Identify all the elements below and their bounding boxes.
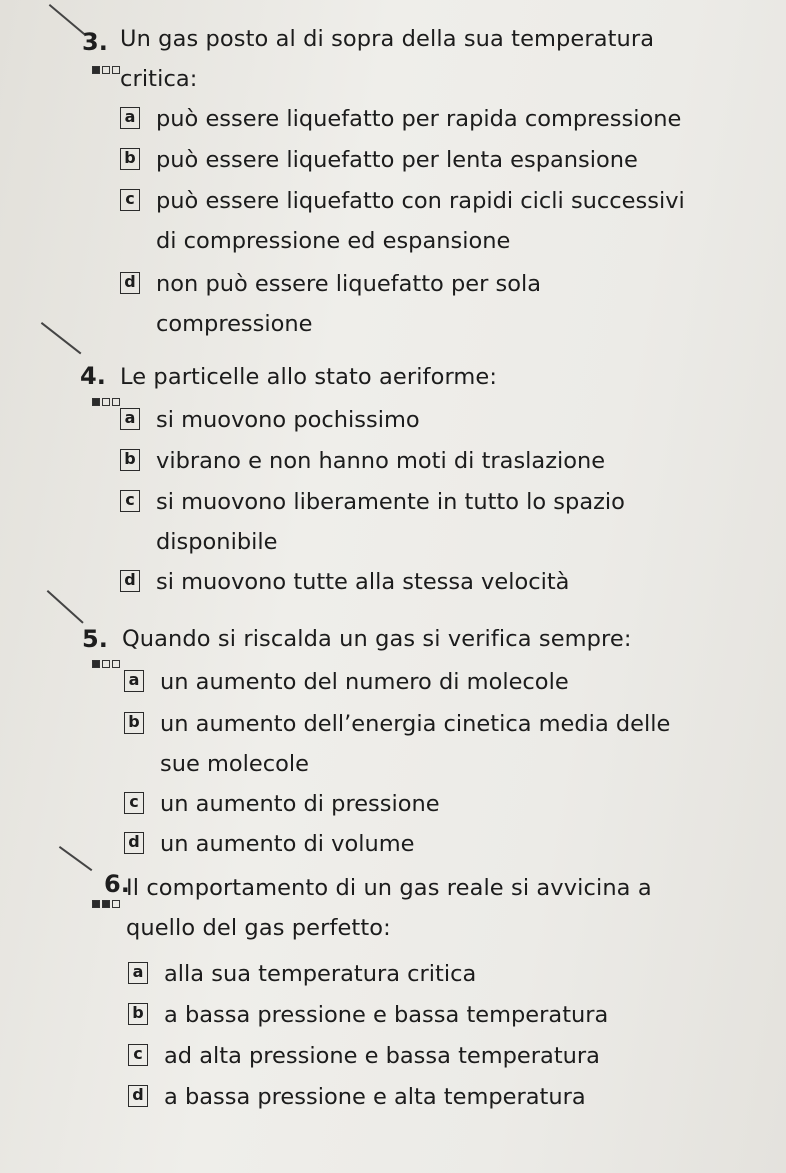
option-text: vibrano e non hanno moti di traslazione (156, 448, 606, 474)
question-text-line: Le particelle allo stato aeriforme: (120, 364, 498, 390)
difficulty-square (112, 660, 120, 668)
question-5-difficulty (92, 660, 120, 668)
question-text-line: Quando si riscalda un gas si verifica sempre: (122, 626, 632, 652)
question-6-option-b[interactable] (128, 995, 608, 1035)
option-letter-box: b (120, 449, 140, 471)
question-4-option-a[interactable] (120, 400, 420, 440)
question-3-difficulty (92, 66, 120, 74)
option-letter-box: c (128, 1044, 148, 1066)
option-text: non può essere liquefatto per sola (156, 271, 541, 297)
difficulty-square (112, 66, 120, 74)
pen-mark (49, 4, 86, 35)
question-4-text (120, 357, 497, 397)
option-text: a bassa pressione e alta temperatura (164, 1084, 586, 1110)
question-6-number: 6. (104, 870, 130, 898)
option-letter-box: c (120, 189, 140, 211)
difficulty-square (92, 66, 100, 74)
option-letter-box: a (120, 408, 140, 430)
option-text: un aumento di pressione (160, 791, 440, 817)
option-text: si muovono liberamente in tutto lo spazio (156, 489, 625, 515)
question-4-option-c[interactable] (120, 482, 625, 562)
question-3-text (120, 19, 654, 99)
option-text: compressione (156, 311, 313, 337)
question-6-text (126, 868, 652, 948)
question-5-option-c[interactable] (124, 784, 440, 824)
question-4-difficulty (92, 398, 120, 406)
option-text: di compressione ed espansione (156, 228, 511, 254)
option-letter-box: b (124, 712, 144, 734)
difficulty-square (102, 660, 110, 668)
question-6-difficulty (92, 900, 120, 908)
pen-mark (47, 590, 84, 624)
question-text-line: quello del gas perfetto: (126, 915, 391, 941)
difficulty-square (92, 398, 100, 406)
question-4-option-d[interactable] (120, 562, 569, 602)
question-5-text (122, 619, 632, 659)
option-letter-box: a (120, 107, 140, 129)
question-6-option-c[interactable] (128, 1036, 600, 1076)
question-3-option-d[interactable] (120, 264, 541, 344)
question-3-option-b[interactable] (120, 140, 638, 180)
question-6-option-a[interactable] (128, 954, 476, 994)
option-letter-box: d (128, 1085, 148, 1107)
option-text: può essere liquefatto per lenta espansione (156, 147, 638, 173)
option-text: un aumento del numero di molecole (160, 669, 569, 695)
option-text: sue molecole (160, 751, 309, 777)
option-letter-box: a (124, 670, 144, 692)
difficulty-square (92, 660, 100, 668)
option-letter-box: d (124, 832, 144, 854)
option-text: un aumento di volume (160, 831, 415, 857)
question-3-option-a[interactable] (120, 99, 681, 139)
question-5-option-d[interactable] (124, 824, 415, 864)
option-letter-box: b (120, 148, 140, 170)
question-5-option-b[interactable] (124, 704, 670, 784)
option-letter-box: b (128, 1003, 148, 1025)
pen-mark (59, 846, 93, 871)
option-letter-box: c (120, 490, 140, 512)
option-text: si muovono pochissimo (156, 407, 420, 433)
question-4-option-b[interactable] (120, 441, 605, 481)
option-text: ad alta pressione e bassa temperatura (164, 1043, 600, 1069)
pen-mark (41, 322, 82, 354)
question-4-number: 4. (80, 362, 106, 390)
option-text: può essere liquefatto per rapida compressione (156, 106, 682, 132)
option-text: un aumento dell’energia cinetica media delle (160, 711, 671, 737)
option-letter-box: d (120, 272, 140, 294)
option-text: può essere liquefatto con rapidi cicli successivi (156, 188, 685, 214)
option-text: alla sua temperatura critica (164, 961, 477, 987)
difficulty-square (92, 900, 100, 908)
option-letter-box: d (120, 570, 140, 592)
difficulty-square (102, 900, 110, 908)
question-5-option-a[interactable] (124, 662, 569, 702)
option-text: disponibile (156, 529, 278, 555)
question-6-option-d[interactable] (128, 1077, 586, 1117)
difficulty-square (112, 398, 120, 406)
question-text-line: Un gas posto al di sopra della sua temperatura (120, 26, 655, 52)
option-text: a bassa pressione e bassa temperatura (164, 1002, 609, 1028)
question-5-number: 5. (82, 625, 108, 653)
option-text: si muovono tutte alla stessa velocità (156, 569, 570, 595)
option-letter-box: a (128, 962, 148, 984)
difficulty-square (112, 900, 120, 908)
question-3-option-c[interactable] (120, 181, 685, 261)
question-text-line: Il comportamento di un gas reale si avvicina a (126, 875, 652, 901)
difficulty-square (102, 66, 110, 74)
difficulty-square (102, 398, 110, 406)
question-text-line: critica: (120, 66, 198, 92)
question-3-number: 3. (82, 28, 108, 56)
option-letter-box: c (124, 792, 144, 814)
